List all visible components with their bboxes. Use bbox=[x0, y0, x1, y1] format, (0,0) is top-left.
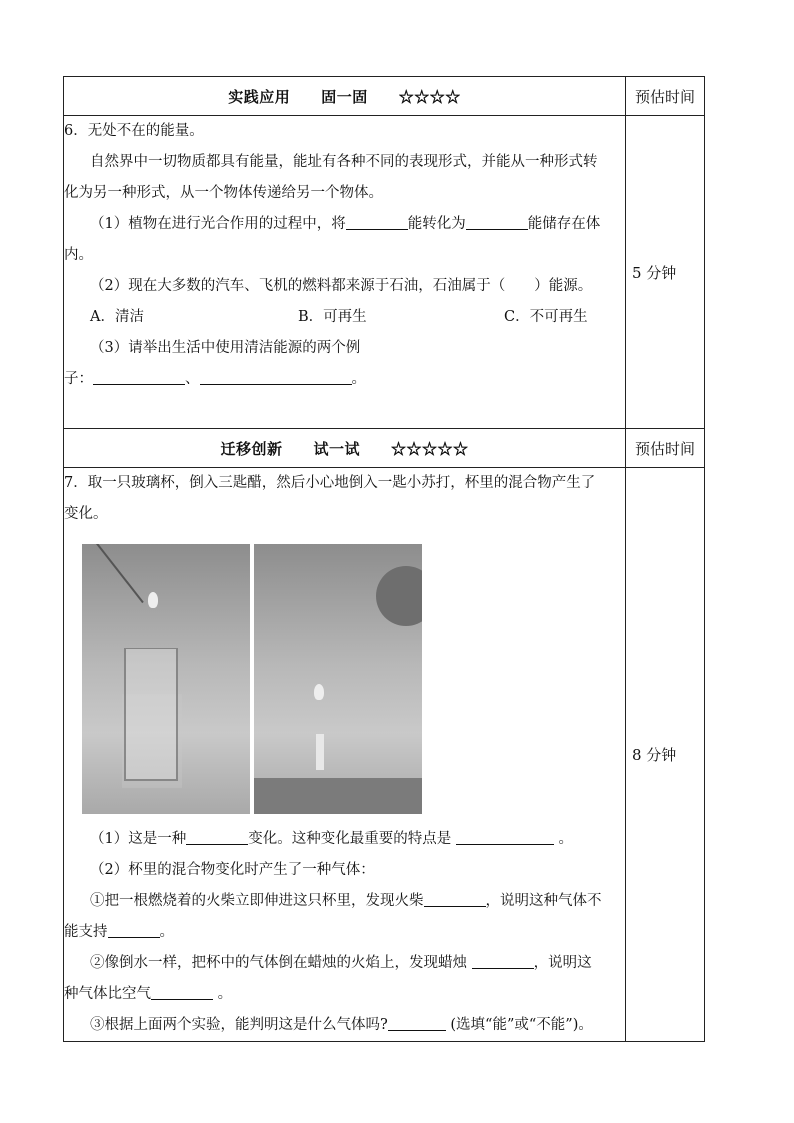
experiment-photo bbox=[82, 544, 422, 814]
choice-c[interactable]: C．不可再生 bbox=[504, 309, 588, 325]
answer-blank[interactable] bbox=[472, 950, 534, 969]
q7-line2: 变化。 bbox=[64, 506, 108, 522]
q6-part2: （2）现在大多数的汽车、飞机的燃料都来源于石油，石油属于（ ）能源。 bbox=[90, 278, 593, 294]
section2-time-header: 预估时间 bbox=[626, 429, 705, 468]
q7-sub2: （2）杯里的混合物变化时产生了一种气体： bbox=[90, 862, 375, 878]
answer-blank[interactable] bbox=[151, 981, 213, 1000]
answer-blank[interactable] bbox=[186, 826, 248, 845]
section1-title: 实践应用 固一固 ☆☆☆☆ bbox=[64, 77, 626, 116]
q7-check3: ③根据上面两个实验，能判明这是什么气体吗? (选填“能”或“不能”)。 bbox=[64, 1010, 625, 1041]
answer-blank[interactable] bbox=[93, 366, 185, 385]
q7-check1-cont: 能支持 。 bbox=[64, 917, 625, 948]
section1-content bbox=[64, 116, 626, 429]
q7-sub1: （1）这是一种 变化。这种变化最重要的特点是 。 bbox=[64, 824, 625, 855]
section2-content bbox=[64, 468, 626, 1042]
answer-blank[interactable] bbox=[456, 826, 554, 845]
q6-part1: （1）植物在进行光合作用的过程中，将 能转化为 能储存在体 bbox=[64, 209, 625, 240]
section2-time-value: 8 分钟 bbox=[626, 468, 705, 1042]
q7-check2-cont: 种气体比空气 。 bbox=[64, 979, 625, 1010]
section2-header-row bbox=[64, 429, 705, 468]
photo-left bbox=[82, 544, 250, 814]
answer-blank[interactable] bbox=[466, 211, 528, 230]
q7-line1: 7．取一只玻璃杯，倒入三匙醋，然后小心地倒入一匙小苏打，杯里的混合物产生了 bbox=[64, 475, 596, 491]
glass-cup-image bbox=[124, 648, 178, 781]
answer-blank[interactable] bbox=[108, 919, 160, 938]
section2-body-row bbox=[64, 468, 705, 1042]
q6-intro-2: 化为另一种形式，从一个物体传递给另一个物体。 bbox=[64, 185, 383, 201]
choice-b[interactable]: B．可再生 bbox=[298, 309, 367, 325]
q6-part3: （3）请举出生活中使用清洁能源的两个例 bbox=[90, 340, 361, 356]
q6-choices bbox=[64, 302, 625, 333]
worksheet-table bbox=[63, 76, 705, 1042]
section1-body-row bbox=[64, 116, 705, 429]
candle-image bbox=[316, 734, 324, 770]
answer-blank[interactable] bbox=[346, 211, 408, 230]
section2-title: 迁移创新 试一试 ☆☆☆☆☆ bbox=[64, 429, 626, 468]
q6-part1-end: 内。 bbox=[64, 247, 93, 263]
section1-time-value: 5 分钟 bbox=[626, 116, 705, 429]
q6-part3-answer: 子： 、 。 bbox=[64, 364, 625, 395]
q7-check1: ①把一根燃烧着的火柴立即伸进这只杯里，发现火柴 ，说明这种气体不 bbox=[64, 886, 625, 917]
q6-title: 6．无处不在的能量。 bbox=[64, 123, 204, 139]
answer-blank[interactable] bbox=[424, 888, 486, 907]
photo-right bbox=[254, 544, 422, 814]
answer-blank[interactable] bbox=[200, 366, 352, 385]
section1-header-row bbox=[64, 77, 705, 116]
q7-check2: ②像倒水一样，把杯中的气体倒在蜡烛的火焰上，发现蜡烛 ，说明这 bbox=[64, 948, 625, 979]
choice-a[interactable]: A．清洁 bbox=[90, 309, 144, 325]
section1-time-header: 预估时间 bbox=[626, 77, 705, 116]
q6-intro-1: 自然界中一切物质都具有能量，能址有各种不同的表现形式，并能从一种形式转 bbox=[90, 154, 598, 170]
answer-blank[interactable] bbox=[388, 1012, 446, 1031]
